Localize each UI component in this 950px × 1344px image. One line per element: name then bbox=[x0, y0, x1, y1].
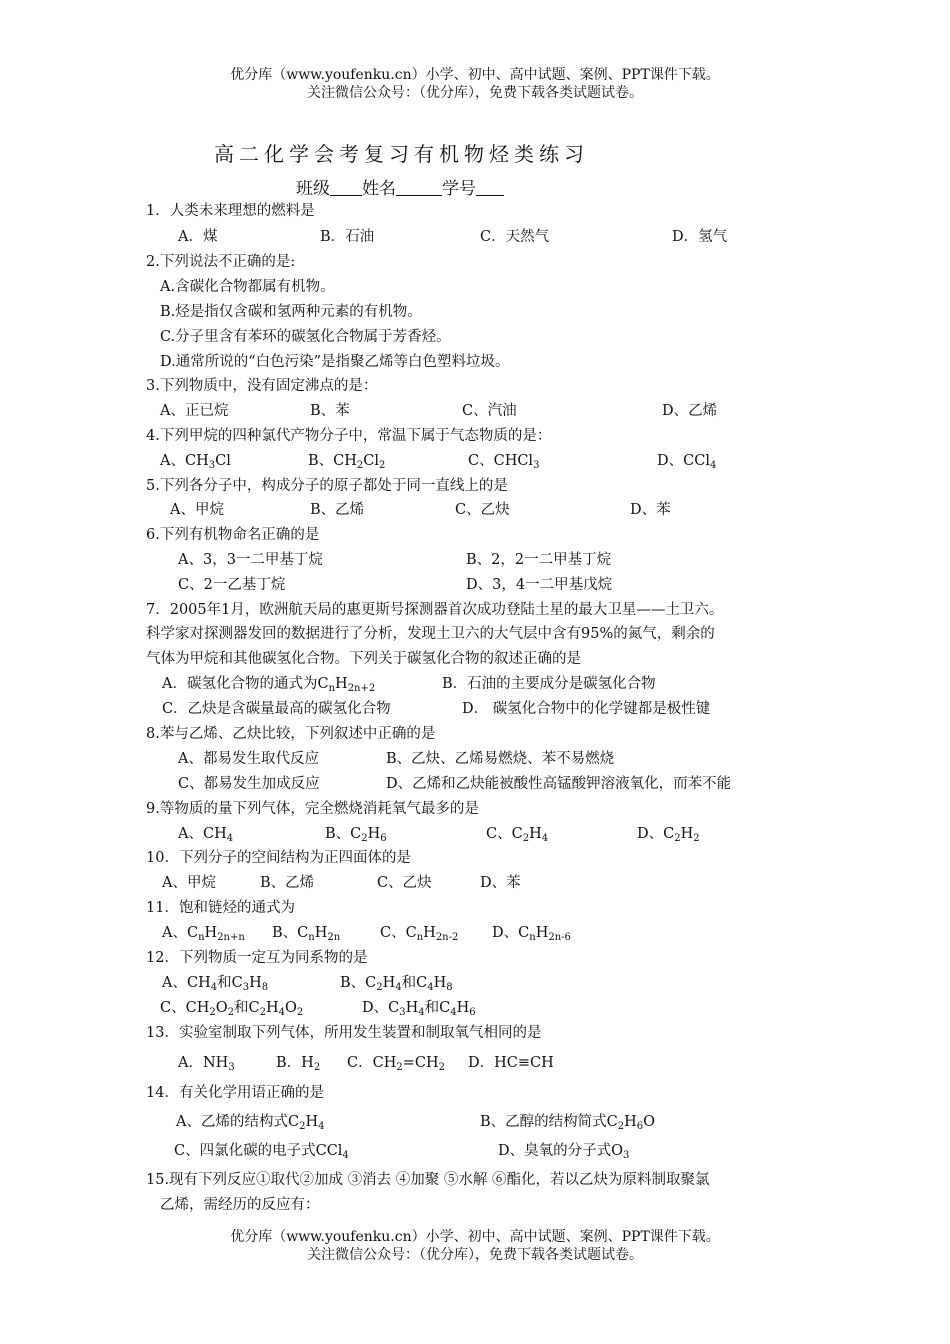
q1-option-b: B．石油 bbox=[320, 229, 375, 245]
question-4-stem: 4.下列甲烷的四种氯代产物分子中，常温下属于气态物质的是： bbox=[146, 428, 552, 444]
q3-option-c: C、汽油 bbox=[462, 403, 517, 419]
q3-option-b: B、苯 bbox=[310, 403, 350, 419]
q3-option-a: A、正已烷 bbox=[160, 403, 229, 419]
q2-option-b: B.烃是指仅含碳和氢两种元素的有机物。 bbox=[160, 304, 422, 320]
q9-option-c: C、$C_2H_4$ bbox=[486, 826, 549, 844]
name-blank[interactable] bbox=[396, 179, 442, 196]
q10-option-a: A、甲烷 bbox=[162, 875, 216, 891]
question-7-line-3: 气体为甲烷和其他碳氢化合物。下列关于碳氢化合物的叙述正确的是 bbox=[146, 651, 581, 667]
q3-option-d: D、乙烯 bbox=[662, 403, 718, 419]
q11-option-c: C、$C_nH_{2n-2}$ bbox=[380, 925, 459, 943]
q13-option-c: C．$CH_2=CH_2$ bbox=[347, 1055, 445, 1073]
q7-option-a: A．碳氢化合物的通式为$C_nH_{2n+2}$ bbox=[162, 676, 376, 694]
q5-option-a: A、甲烷 bbox=[170, 502, 224, 518]
question-14-stem: 14．有关化学用语正确的是 bbox=[146, 1085, 324, 1101]
q12-option-b: B、$C_2H_4$和$C_4H_8$ bbox=[340, 975, 453, 993]
page-footer bbox=[0, 1228, 950, 1264]
question-11-stem: 11．饱和链烃的通式为 bbox=[146, 900, 295, 916]
class-blank[interactable] bbox=[330, 179, 362, 196]
q10-option-d: D、苯 bbox=[480, 875, 521, 891]
id-label: 学号 bbox=[442, 179, 476, 199]
q7-option-d: D． 碳氢化合物中的化学键都是极性键 bbox=[462, 701, 711, 717]
header-line-2: 关注微信公众号：（优分库），免费下载各类试题试卷。 bbox=[307, 85, 643, 101]
question-10-stem: 10．下列分子的空间结构为正四面体的是 bbox=[146, 850, 411, 866]
question-9-stem: 9.等物质的量下列气体，完全燃烧消耗氧气最多的是 bbox=[146, 801, 479, 817]
question-12-stem: 12．下列物质一定互为同系物的是 bbox=[146, 950, 368, 966]
q6-option-b: B、2，2一二甲基丁烷 bbox=[466, 552, 612, 568]
q1-option-a: A．煤 bbox=[178, 229, 218, 245]
page-header bbox=[0, 66, 950, 102]
q11-option-a: A、$C_nH_{2n+n}$ bbox=[162, 925, 245, 943]
question-1-stem: 1．人类未来理想的燃料是 bbox=[146, 203, 315, 219]
footer-line-2: 关注微信公众号：（优分库），免费下载各类试题试卷。 bbox=[307, 1247, 643, 1263]
student-info bbox=[296, 174, 504, 199]
header-line-1: 优分库（www.youfenku.cn）小学、初中、高中试题、案例、PPT课件下载。 bbox=[230, 67, 720, 83]
q6-option-a: A、3，3一二甲基丁烷 bbox=[178, 552, 323, 568]
question-15-line-1: 15.现有下列反应①取代②加成 ③消去 ④加聚 ⑤水解 ⑥酯化，若以乙炔为原料制取聚氯 bbox=[146, 1172, 710, 1188]
q6-option-d: D、3，4一二甲基戊烷 bbox=[466, 577, 613, 593]
q8-option-c: C、都易发生加成反应 bbox=[178, 776, 320, 792]
q11-option-b: B、$C_nH_{2n}$ bbox=[272, 925, 341, 943]
name-label: 姓名 bbox=[362, 179, 396, 199]
q14-option-d: D、臭氧的分子式$O_3$ bbox=[498, 1143, 630, 1161]
q10-option-c: C、乙炔 bbox=[377, 875, 432, 891]
q12-option-d: D、$C_3H_4$和$C_4H_6$ bbox=[362, 1000, 476, 1018]
q2-option-c: C.分子里含有苯环的碳氢化合物属于芳香烃。 bbox=[160, 329, 451, 345]
question-15-line-2: 乙烯，需经历的反应有： bbox=[160, 1197, 320, 1213]
q9-option-a: A、$CH_4$ bbox=[178, 826, 234, 844]
class-label: 班级 bbox=[296, 179, 330, 199]
q2-option-d: D.通常所说的“白色污染”是指聚乙烯等白色塑料垃圾。 bbox=[160, 354, 510, 370]
question-8-stem: 8.苯与乙烯、乙炔比较，下列叙述中正确的是 bbox=[146, 726, 436, 742]
question-13-stem: 13．实验室制取下列气体，所用发生装置和制取氧气相同的是 bbox=[146, 1025, 542, 1041]
q6-option-c: C、2一乙基丁烷 bbox=[178, 577, 286, 593]
footer-line-1: 优分库（www.youfenku.cn）小学、初中、高中试题、案例、PPT课件下载。 bbox=[230, 1229, 720, 1245]
question-7-line-2: 科学家对探测器发回的数据进行了分析，发现土卫六的大气层中含有95%的氮气，剩余的 bbox=[146, 626, 715, 642]
q5-option-c: C、乙炔 bbox=[455, 502, 510, 518]
q4-option-c: C、CHCl$_3$ bbox=[468, 453, 540, 471]
q5-option-b: B、乙烯 bbox=[310, 502, 365, 518]
q14-option-a: A、乙烯的结构式$C_2H_4$ bbox=[176, 1114, 325, 1132]
q8-option-d: D、乙烯和乙炔能被酸性高锰酸钾溶液氧化，而苯不能 bbox=[386, 776, 732, 792]
q8-option-b: B、乙炔、乙烯易燃烧、苯不易燃烧 bbox=[386, 751, 615, 767]
id-blank[interactable] bbox=[476, 179, 504, 196]
q4-option-b: B、$CH_2Cl_2$ bbox=[308, 453, 386, 471]
q12-option-a: A、$CH_4$和$C_3H_8$ bbox=[162, 975, 269, 993]
q11-option-d: D、$C_nH_{2n-6}$ bbox=[492, 925, 571, 943]
question-7-line-1: 7．2005年1月，欧洲航天局的惠更斯号探测器首次成功登陆土星的最大卫星——土卫六。 bbox=[146, 602, 724, 618]
q9-option-b: B、$C_2H_6$ bbox=[325, 826, 387, 844]
q2-option-a: A.含碳化合物都属有机物。 bbox=[160, 279, 335, 295]
q1-option-c: C．天然气 bbox=[480, 229, 550, 245]
q7-option-c: C．乙炔是含碳量最高的碳氢化合物 bbox=[162, 701, 391, 717]
question-3-stem: 3.下列物质中，没有固定沸点的是： bbox=[146, 378, 378, 394]
q13-option-a: A．$NH_3$ bbox=[178, 1055, 235, 1073]
q4-option-d: D、CCl$_4$ bbox=[657, 453, 717, 471]
q5-option-d: D、苯 bbox=[630, 502, 671, 518]
question-5-stem: 5.下列各分子中，构成分子的原子都处于同一直线上的是 bbox=[146, 478, 508, 494]
q1-option-d: D．氢气 bbox=[672, 229, 728, 245]
q13-option-d: D．HC≡CH bbox=[468, 1055, 554, 1071]
q9-option-d: D、$C_2H_2$ bbox=[637, 826, 700, 844]
q4-option-a: A、$CH_3Cl$ bbox=[160, 453, 231, 471]
page-title: 高二化学会考复习有机物烃类练习 bbox=[214, 142, 589, 166]
question-2-stem: 2.下列说法不正确的是: bbox=[146, 254, 296, 270]
q8-option-a: A、都易发生取代反应 bbox=[178, 751, 319, 767]
q12-option-c: C、$CH_2O_2$和$C_2H_4O_2$ bbox=[160, 1000, 304, 1018]
q13-option-b: B．$H_2$ bbox=[276, 1055, 321, 1073]
q10-option-b: B、乙烯 bbox=[260, 875, 315, 891]
q14-option-c: C、四氯化碳的电子式CCl$_4$ bbox=[174, 1143, 349, 1161]
q7-option-b: B．石油的主要成分是碳氢化合物 bbox=[442, 676, 656, 692]
question-6-stem: 6.下列有机物命名正确的是 bbox=[146, 527, 320, 543]
q14-option-b: B、乙醇的结构简式$C_2H_6O$ bbox=[480, 1114, 656, 1132]
